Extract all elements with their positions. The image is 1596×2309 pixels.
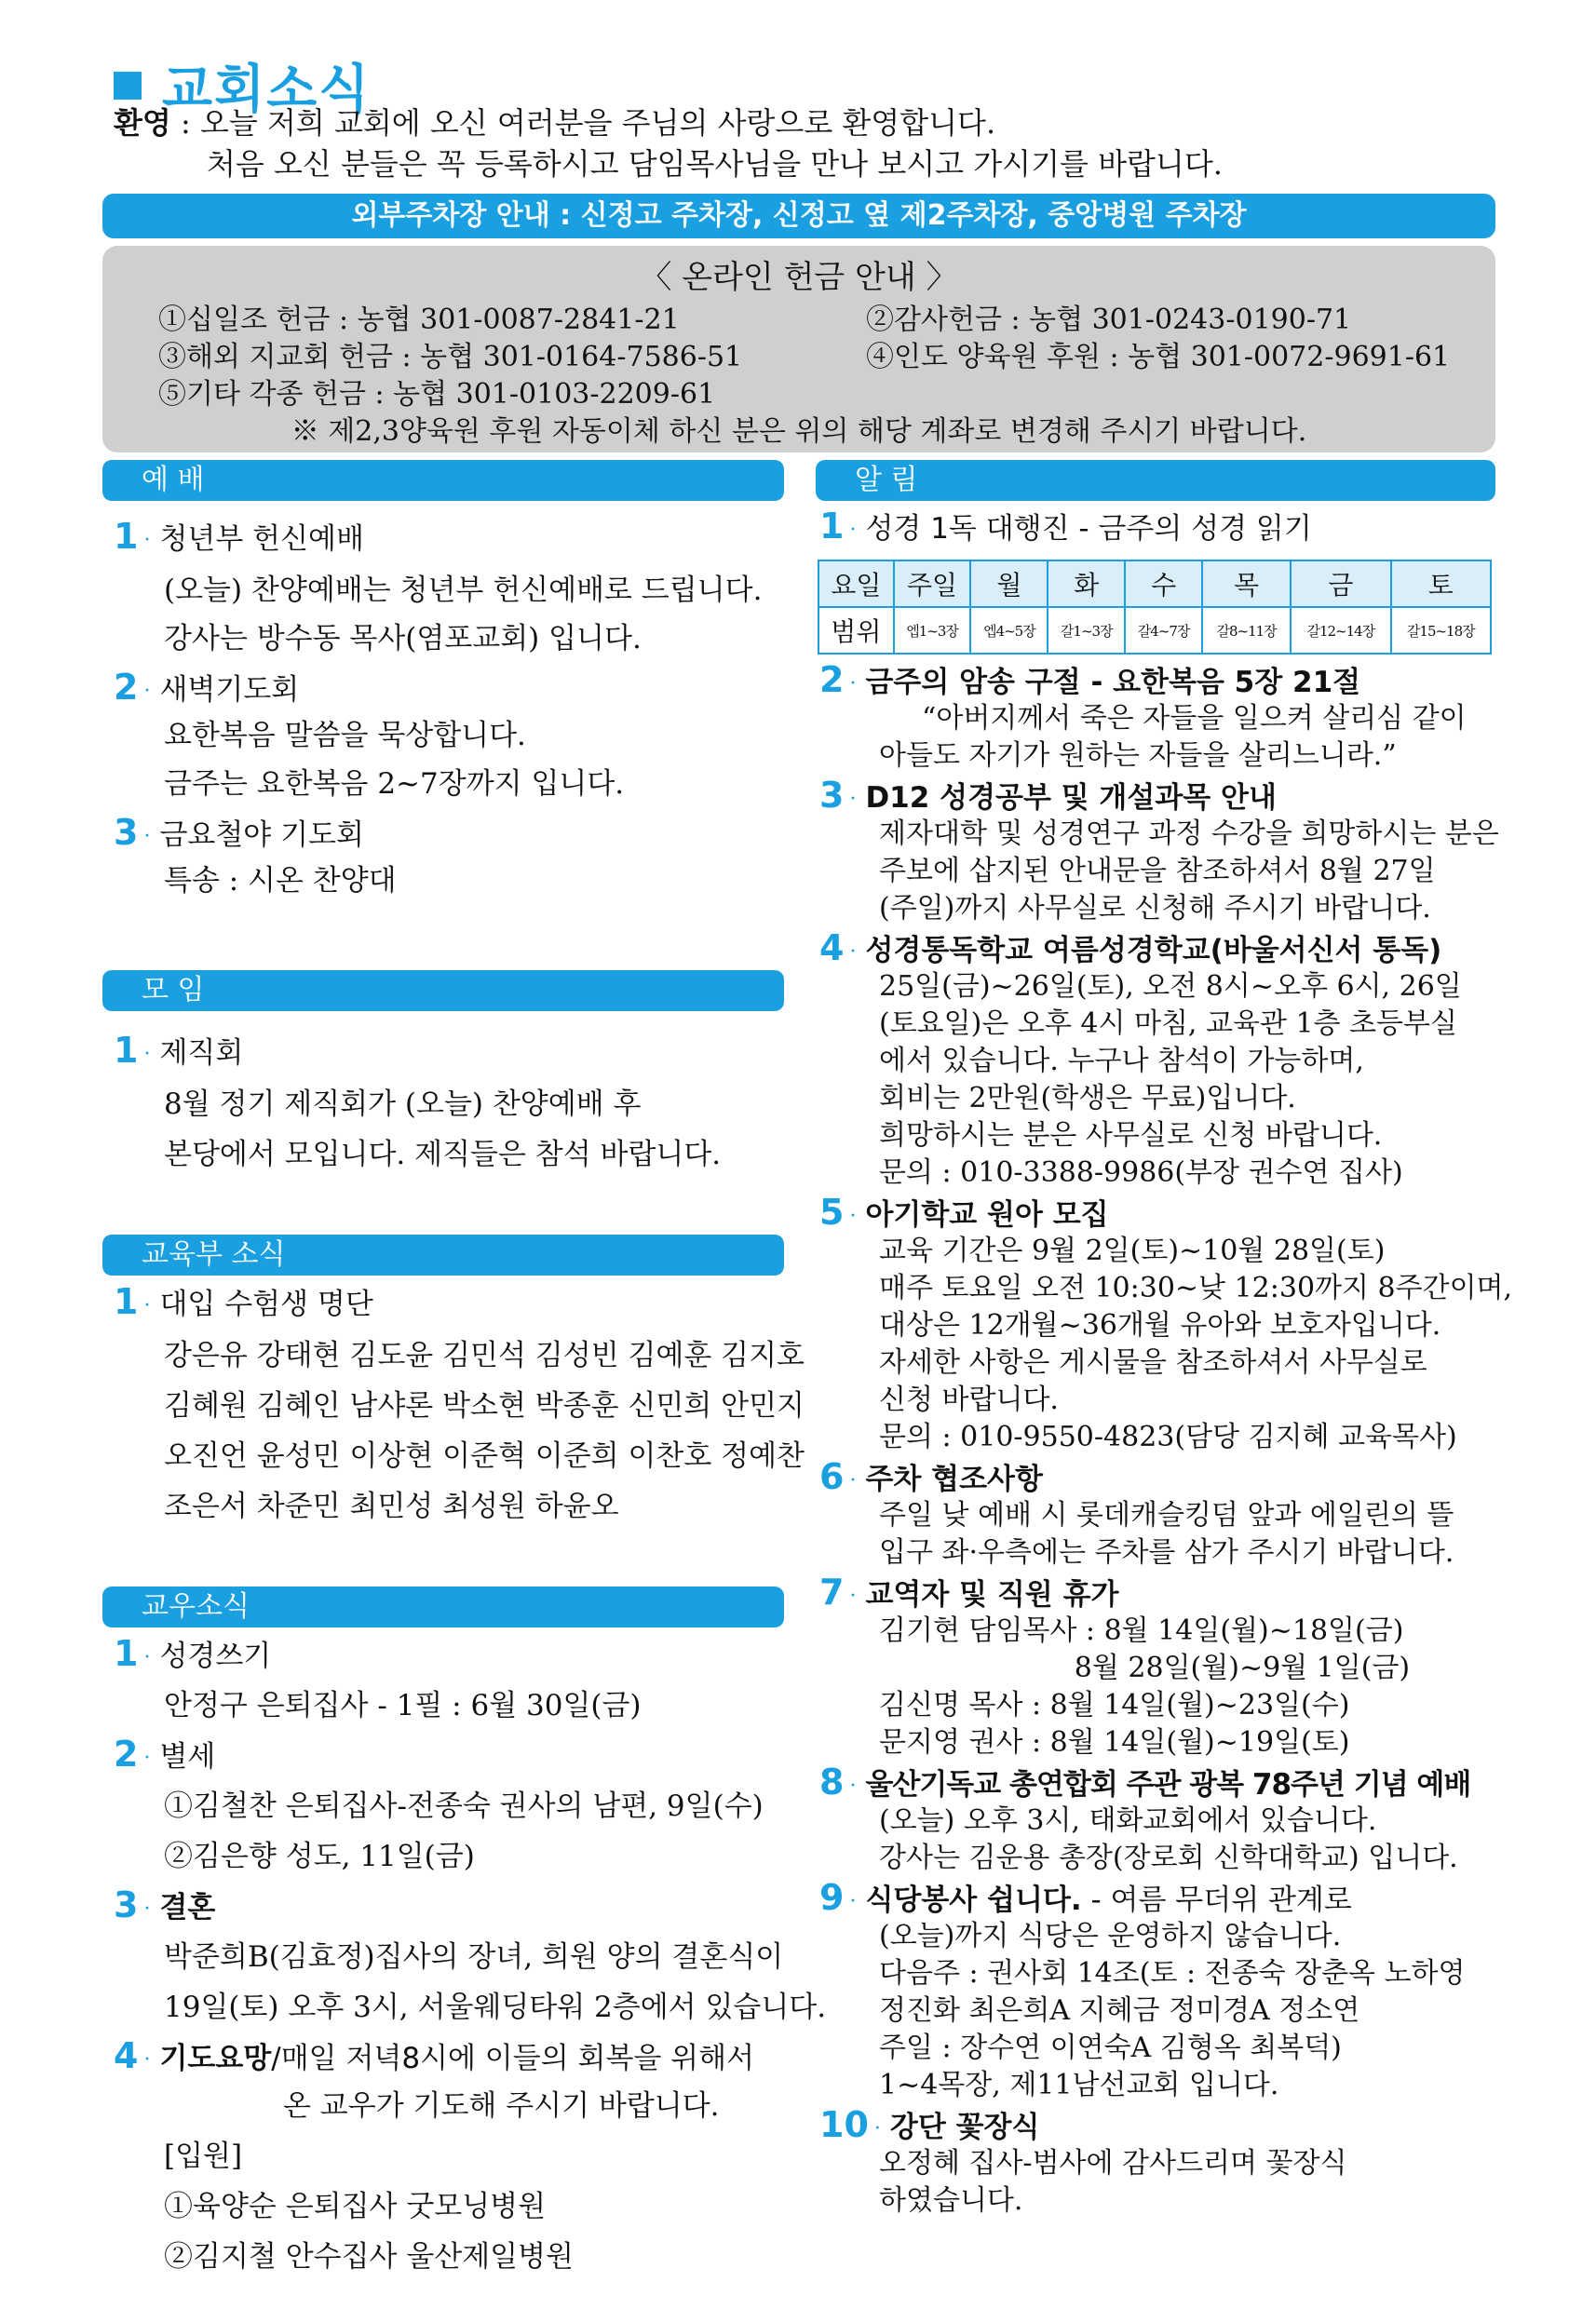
item-title: 교역자 및 직원 휴가: [865, 1578, 1119, 1612]
dot-icon: ·: [143, 824, 151, 848]
item-number: 2: [114, 667, 139, 708]
dot-icon: ·: [143, 528, 151, 552]
list-item: [114, 663, 299, 716]
item-title: D12 성경공부 및 개설과목 안내: [865, 781, 1277, 815]
list-item: [819, 1572, 1118, 1617]
item-number: 1: [819, 506, 845, 547]
item-text: ①김철찬 은퇴집사-전종숙 권사의 남편, 9일(수): [164, 1789, 764, 1823]
item-number: 1: [114, 516, 139, 557]
item-title: 청년부 헌신예배: [159, 522, 364, 556]
item-title: 금주의 암송 구절 - 요한복음 5장 21절: [865, 666, 1361, 699]
online-giving-box: [102, 246, 1495, 452]
table-row: [818, 560, 1491, 607]
item-number: 9: [819, 1877, 845, 1918]
dot-icon: ·: [873, 2117, 881, 2140]
item-title: 강단 꽃장식: [889, 2111, 1040, 2144]
item-title: 성경쓰기: [159, 1640, 272, 1673]
item-text: [입원]: [164, 2140, 243, 2173]
table-cell: 갈1~3장: [1048, 607, 1125, 654]
dot-icon: ·: [849, 1469, 857, 1492]
list-item: [819, 2104, 1039, 2150]
item-title: 제직회: [159, 1036, 244, 1070]
item-number: 10: [819, 2104, 869, 2145]
item-text: 강사는 방수동 목사(염포교회) 입니다.: [164, 622, 642, 655]
item-text: 조은서 차준민 최민성 최성원 하윤오: [164, 1490, 619, 1523]
item-number: 5: [819, 1192, 845, 1233]
item-number: 2: [819, 659, 845, 700]
item-text: 8월 정기 제직회가 (오늘) 찬양예배 후: [164, 1087, 642, 1121]
welcome-line-1: : 오늘 저희 교회에 오신 여러분을 주님의 사랑으로 환영합니다.: [170, 105, 996, 141]
table-cell: 엡1~3장: [894, 607, 971, 654]
section-header-members: 교우소식: [102, 1587, 784, 1627]
list-item: [819, 659, 1360, 705]
dot-icon: ·: [143, 1645, 151, 1669]
item-number: 8: [819, 1762, 845, 1803]
dot-icon: ·: [849, 519, 857, 542]
table-cell: 수: [1125, 560, 1202, 607]
item-title: 결혼: [159, 1891, 216, 1924]
item-text: 요한복음 말씀을 묵상합니다.: [164, 719, 526, 752]
list-item: [819, 1877, 1352, 1923]
item-text: ②김지철 안수집사 울산제일병원: [164, 2240, 575, 2274]
item-title: 기도요망: [159, 2042, 272, 2075]
item-text: 특송 : 시온 찬양대: [164, 864, 397, 898]
welcome-message: [114, 102, 1223, 184]
parking-banner: 외부주차장 안내 : 신정고 주차장, 신정고 옆 제2주차장, 중앙병원 주차장: [102, 194, 1495, 238]
item-number: 1: [114, 1030, 139, 1071]
item-text: (오늘) 오후 3시, 태화교회에서 있습니다.: [879, 1804, 1377, 1837]
item-text: 희망하시는 분은 사무실로 신청 바랍니다.: [879, 1119, 1383, 1152]
item-title: 울산기독교 총연합회 주관 광복 78주년 기념 예배: [865, 1768, 1471, 1802]
item-text: 오정혜 집사-범사에 감사드리며 꽃장식: [879, 2147, 1347, 2180]
table-cell: 월: [970, 560, 1048, 607]
item-text: 김신명 목사 : 8월 14일(월)~23일(수): [879, 1689, 1350, 1722]
dot-icon: ·: [849, 672, 857, 695]
dot-icon: ·: [849, 1585, 857, 1608]
dot-icon: ·: [143, 1746, 151, 1770]
dot-icon: ·: [849, 940, 857, 964]
welcome-line-2: 처음 오신 분들은 꼭 등록하시고 담임목사님을 만나 보시고 가시기를 바랍니다.: [207, 146, 1223, 182]
item-number: 2: [114, 1734, 139, 1775]
item-text: 문의 : 010-3388-9986(부장 권수연 집사): [879, 1156, 1403, 1189]
dot-icon: ·: [143, 1897, 151, 1921]
list-item: [819, 506, 1312, 551]
item-text: 아들도 자기가 원하는 자들을 살리느니라.”: [879, 739, 1397, 772]
dot-icon: ·: [849, 1775, 857, 1798]
welcome-label: 환영: [114, 105, 171, 141]
list-item: [114, 1881, 215, 1934]
item-text: 본당에서 모입니다. 제직들은 참석 바랍니다.: [164, 1138, 722, 1171]
dot-icon: ·: [143, 2047, 151, 2072]
item-title: 새벽기도회: [159, 673, 300, 707]
table-cell: 갈8~11장: [1202, 607, 1291, 654]
item-title: 아기학교 원아 모집: [865, 1198, 1109, 1232]
section-header-worship: 예 배: [102, 460, 784, 501]
table-cell: 갈15~18장: [1391, 607, 1491, 654]
item-title: 대입 수험생 명단: [159, 1288, 373, 1321]
item-number: 3: [114, 1884, 139, 1925]
item-text: (오늘)까지 식당은 운영하지 않습니다.: [879, 1920, 1342, 1952]
item-title: 식당봉사 쉽니다.: [865, 1884, 1082, 1917]
item-text: 25일(금)~26일(토), 오전 8시~오후 6시, 26일: [879, 970, 1462, 1003]
item-text: 온 교우가 기도해 주시기 바랍니다.: [283, 2089, 720, 2123]
item-text: 신청 바랍니다.: [879, 1384, 1059, 1416]
item-text: 제자대학 및 성경연구 과정 수강을 희망하시는 분은: [879, 817, 1499, 850]
section-header-notices: 알 림: [816, 460, 1495, 501]
list-item: [819, 1456, 1043, 1502]
item-text: 김혜원 김혜인 남샤론 박소현 박종훈 신민희 안민지: [164, 1389, 805, 1423]
item-number: 1: [114, 1633, 139, 1674]
page-title: 교회소식: [162, 60, 372, 120]
dot-icon: ·: [849, 1205, 857, 1228]
item-text: 매주 토요일 오전 10:30~낮 12:30까지 8주간이며,: [879, 1272, 1513, 1304]
section-header-education: 교육부 소식: [102, 1235, 784, 1276]
dot-icon: ·: [849, 1890, 857, 1913]
giving-note: ※ 제2,3양육원 후원 자동이체 하신 분은 위의 해당 계좌로 변경해 주시기 바랍니다.: [291, 415, 1307, 448]
item-text: 다음주 : 권사회 14조(토 : 전종숙 장춘옥 노하영: [879, 1957, 1466, 1990]
list-item: [114, 2032, 754, 2085]
giving-item: ①십일조 헌금 : 농협 301-0087-2841-21: [158, 304, 680, 336]
item-text: “아버지께서 죽은 자들을 일으켜 살리심 같이: [922, 702, 1467, 735]
item-title: 주차 협조사항: [865, 1463, 1043, 1496]
item-text: 금주는 요한복음 2~7장까지 입니다.: [164, 767, 625, 801]
item-number: 6: [819, 1456, 845, 1497]
item-title: 성경 1독 대행진 - 금주의 성경 읽기: [865, 512, 1312, 546]
giving-title: 〈 온라인 헌금 안내 〉: [640, 259, 958, 296]
item-text: 회비는 2만원(학생은 무료)입니다.: [879, 1082, 1296, 1114]
dot-icon: ·: [849, 788, 857, 811]
list-item: [114, 1026, 243, 1079]
list-item: [114, 1277, 373, 1330]
item-text: 교육 기간은 9월 2일(토)~10월 28일(토): [879, 1235, 1386, 1267]
list-item: [819, 775, 1277, 820]
item-text: (주일)까지 사무실로 신청해 주시기 바랍니다.: [879, 892, 1431, 925]
item-title-rest: - 여름 무더위 관계로: [1081, 1884, 1352, 1917]
item-text: 자세한 사항은 게시물을 참조하셔서 사무실로: [879, 1346, 1427, 1379]
item-text: 주일 낮 예배 시 롯데캐슬킹덤 앞과 에일린의 뜰: [879, 1499, 1454, 1532]
table-cell: 엡4~5장: [970, 607, 1048, 654]
section-header-meeting: 모 임: [102, 970, 784, 1011]
item-number: 3: [114, 812, 139, 853]
table-cell: 주일: [894, 560, 971, 607]
item-title: 성경통독학교 여름성경학교(바울서신서 통독): [865, 934, 1442, 967]
item-text: 주일 : 장수연 이연숙A 김형옥 최복덕): [879, 2032, 1342, 2064]
table-cell: 갈12~14장: [1291, 607, 1390, 654]
table-cell: 금: [1291, 560, 1390, 607]
item-title-rest: /매일 저녁8시에 이들의 회복을 위해서: [271, 2042, 755, 2075]
item-text: (오늘) 찬양예배는 청년부 헌신예배로 드립니다.: [164, 574, 763, 607]
item-number: 4: [114, 2035, 139, 2076]
item-text: 입구 좌·우측에는 주차를 삼가 주시기 바랍니다.: [879, 1536, 1454, 1569]
item-text: 주보에 삽지된 안내문을 참조하셔서 8월 27일: [879, 855, 1436, 887]
item-text: 박준희B(김효정)집사의 장녀, 희원 양의 결혼식이: [164, 1940, 784, 1974]
item-title: 별세: [159, 1740, 216, 1774]
item-text: 강은유 강태현 김도윤 김민석 김성빈 김예훈 김지호: [164, 1339, 805, 1372]
item-text: ①육양순 은퇴집사 굿모닝병원: [164, 2190, 547, 2223]
item-text: 강사는 김운용 총장(장로회 신학대학교) 입니다.: [879, 1842, 1458, 1874]
item-text: 김기현 담임목사 : 8월 14일(월)~18일(금): [879, 1614, 1404, 1647]
giving-item: ③해외 지교회 헌금 : 농협 301-0164-7586-51: [158, 341, 743, 373]
dot-icon: ·: [143, 1042, 151, 1066]
list-item: [114, 808, 364, 861]
item-text: 대상은 12개월~36개월 유아와 보호자입니다.: [879, 1309, 1441, 1342]
item-number: 4: [819, 927, 845, 968]
list-item: [819, 1192, 1109, 1237]
table-cell: 갈4~7장: [1125, 607, 1202, 654]
list-item: [114, 1730, 215, 1783]
item-number: 1: [114, 1281, 139, 1322]
item-text: 정진화 최은희A 지혜금 정미경A 정소연: [879, 1994, 1360, 2027]
item-text: 문지영 권사 : 8월 14일(월)~19일(토): [879, 1726, 1350, 1759]
item-title: 금요철야 기도회: [159, 818, 364, 852]
giving-item: ⑤기타 각종 헌금 : 농협 301-0103-2209-61: [158, 378, 716, 411]
dot-icon: ·: [143, 679, 151, 703]
table-cell: 화: [1048, 560, 1125, 607]
list-item: [114, 512, 364, 565]
item-number: 7: [819, 1572, 845, 1613]
item-text: 하였습니다.: [879, 2184, 1023, 2217]
table-row: [818, 607, 1491, 654]
table-cell: 범위: [818, 607, 894, 654]
square-bullet-icon: [114, 72, 142, 100]
item-text: 문의 : 010-9550-4823(담당 김지혜 교육목사): [879, 1421, 1457, 1453]
item-text: 8월 28일(월)~9월 1일(금): [879, 1652, 1411, 1684]
dot-icon: ·: [143, 1293, 151, 1317]
item-text: 오진언 윤성민 이상현 이준혁 이준희 이찬호 정예찬: [164, 1439, 805, 1473]
list-item: [819, 927, 1441, 973]
item-text: 안정구 은퇴집사 - 1필 : 6월 30일(금): [164, 1689, 642, 1722]
reading-schedule-table: [818, 560, 1492, 655]
table-cell: 목: [1202, 560, 1291, 607]
item-text: ②김은향 성도, 11일(금): [164, 1840, 475, 1873]
list-item: [819, 1762, 1470, 1807]
item-text: 에서 있습니다. 누구나 참석이 가능하며,: [879, 1045, 1364, 1077]
item-text: 19일(토) 오후 3시, 서울웨딩타워 2층에서 있습니다.: [164, 1991, 827, 2024]
table-cell: 토: [1391, 560, 1491, 607]
list-item: [114, 1629, 271, 1682]
table-cell: 요일: [818, 560, 894, 607]
giving-item: ④인도 양육원 후원 : 농협 301-0072-9691-61: [866, 341, 1451, 373]
item-text: 1~4목장, 제11남선교회 입니다.: [879, 2069, 1279, 2101]
item-text: (토요일)은 오후 4시 마침, 교육관 1층 초등부실: [879, 1007, 1457, 1040]
giving-item: ②감사헌금 : 농협 301-0243-0190-71: [866, 304, 1352, 336]
item-number: 3: [819, 775, 845, 816]
